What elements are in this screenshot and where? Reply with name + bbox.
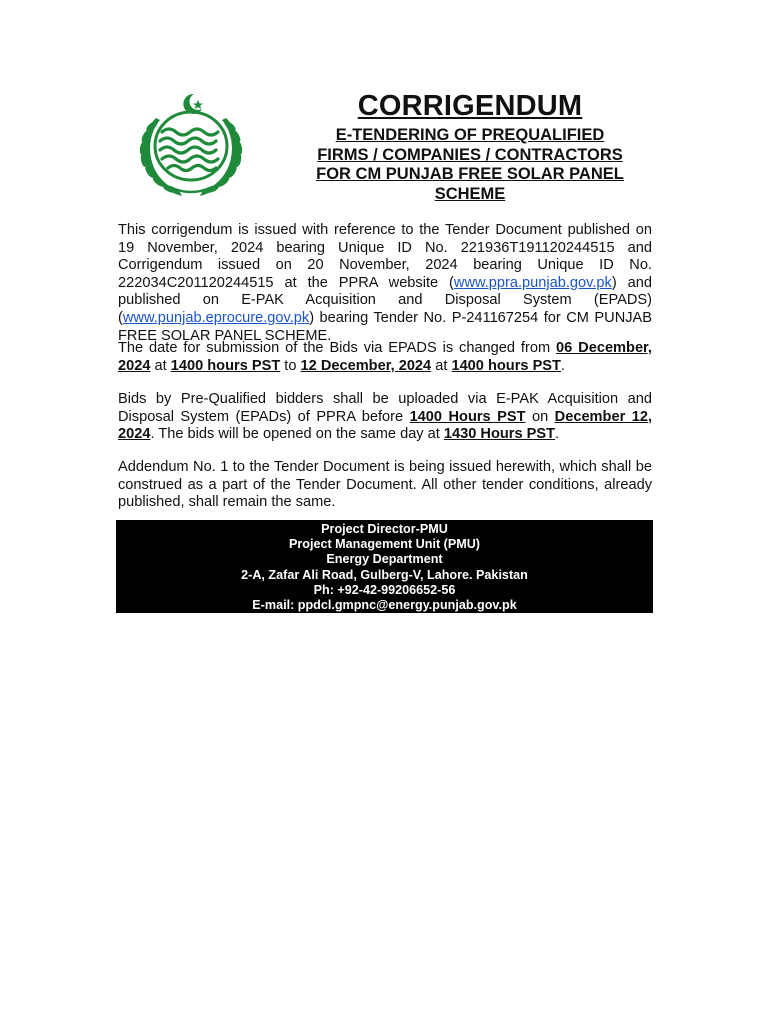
footer-unit: Project Management Unit (PMU) — [288, 537, 481, 552]
contact-footer — [116, 520, 653, 613]
subtitle-line: E-TENDERING OF PREQUALIFIED — [335, 126, 605, 144]
subtitle-line: FIRMS / COMPANIES / CONTRACTORS — [317, 145, 623, 164]
new-time: 1400 hours PST — [451, 357, 561, 374]
paragraph-text: on — [525, 408, 555, 425]
paragraph-text: Addendum No. 1 to the Tender Document is being issued herewith, which shall be construed as a part of the Tender Document. All other tender conditions, already published, shall remain the same. — [118, 459, 652, 511]
paragraph-text: The date for submission of the Bids via EPADS is changed from — [118, 340, 557, 356]
footer-phone: Ph: +92-42-99206652-56 — [313, 582, 456, 597]
date-change-paragraph — [118, 340, 652, 375]
upload-deadline-date: December 12, 2024 — [118, 408, 652, 443]
old-time: 1400 hours PST — [170, 357, 281, 374]
footer-department: Energy Department — [326, 552, 443, 567]
new-date: 12 December, 2024 — [300, 357, 432, 374]
paragraph-text: at — [150, 357, 171, 374]
paragraph-text: to — [280, 357, 301, 374]
reference-paragraph — [118, 222, 652, 345]
ppra-website-link[interactable]: www.ppra.punjab.gov.pk — [453, 274, 612, 291]
paragraph-text: . — [555, 426, 560, 443]
document-title: CORRIGENDUM — [357, 90, 583, 122]
paragraph-text: . The bids will be opened on the same day at — [150, 426, 444, 443]
paragraph-text: at — [431, 357, 452, 374]
footer-address: 2-A, Zafar Ali Road, Gulberg-V, Lahore. Pakistan — [241, 567, 528, 582]
opening-time: 1430 Hours PST — [443, 426, 556, 443]
paragraph-text: ) and published on E-PAK Acquisition and Disposal System (EPADS) ( — [118, 274, 652, 326]
paragraph-text: . — [560, 357, 566, 374]
subtitle-line: SCHEME — [434, 184, 506, 203]
bid-upload-paragraph — [118, 391, 652, 444]
document-subtitle — [300, 126, 640, 204]
addendum-paragraph — [118, 459, 652, 512]
epads-website-link[interactable]: www.punjab.eprocure.gov.pk — [122, 309, 310, 326]
paragraph-text: ) bearing Tender No. P-241167254 for CM PUNJAB FREE SOLAR PANEL SCHEME. — [118, 309, 652, 344]
upload-deadline-time: 1400 Hours PST — [409, 408, 526, 425]
paragraph-text: Bids by Pre-Qualified bidders shall be uploaded via E-PAK Acquisition and Disposal System (EPADs) of PPRA before — [118, 391, 652, 425]
footer-email: E-mail: ppdcl.gmpnc@energy.punjab.gov.pk — [252, 598, 517, 613]
subtitle-line: FOR CM PUNJAB FREE SOLAR PANEL — [316, 165, 624, 183]
footer-designation: Project Director-PMU — [321, 522, 448, 536]
punjab-government-emblem-icon — [132, 88, 250, 204]
paragraph-text: This corrigendum is issued with reference to the Tender Document published on 19 November, 2024 bearing Unique ID No. 221936T191120244515 and Corrigendum issued on 20 November, 2024 bearing Unique ID No. 222034C201120244515 at the PPRA website ( — [118, 222, 652, 291]
old-date: 06 December, 2024 — [118, 340, 652, 374]
